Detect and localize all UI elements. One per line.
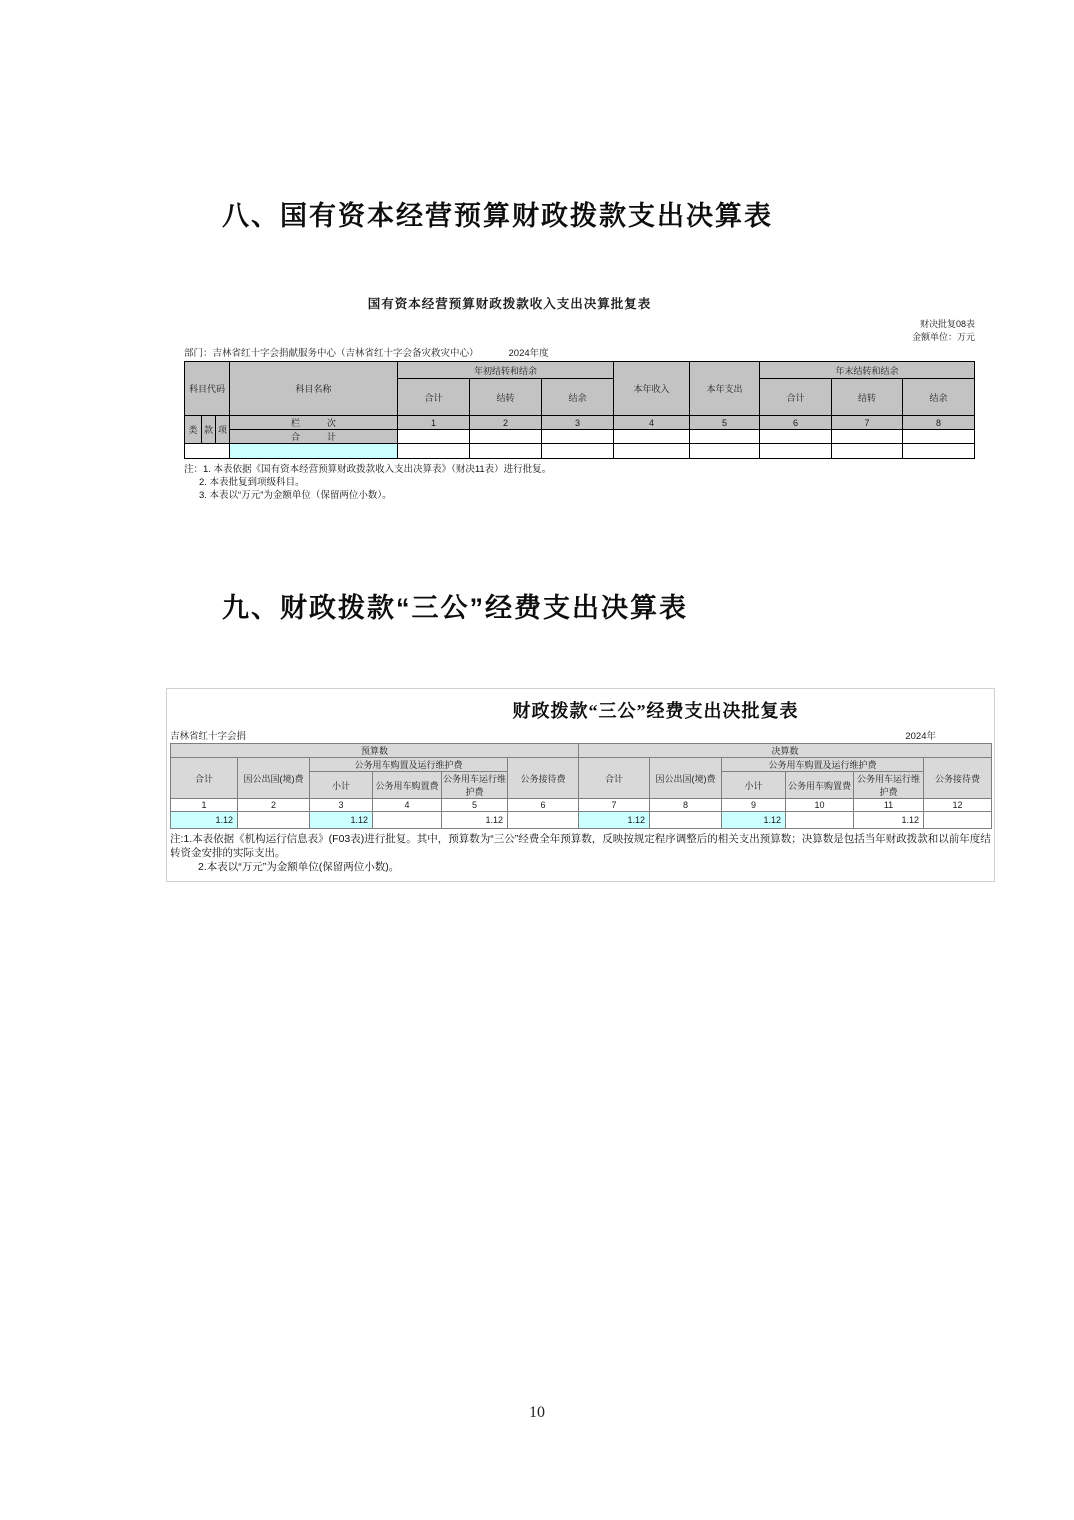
column-number: 12 [924, 799, 992, 812]
code-empty-cell [185, 444, 230, 459]
table1-title: 国有资本经营预算财政拨款收入支出决算批复表 [367, 297, 652, 311]
header-budget-purchase: 公务用车购置费 [373, 772, 442, 799]
column-number: 1 [171, 799, 238, 812]
header-final-subtotal: 小计 [722, 772, 786, 799]
value-final-maintain: 1.12 [854, 812, 924, 829]
value-final-total: 1.12 [579, 812, 650, 829]
header-begin-total: 合计 [398, 379, 470, 416]
code-item-cell: 项 [216, 416, 230, 444]
table1-dept-row [184, 345, 975, 359]
table2-title: 财政拨款“三公”经费支出决批复表 [512, 701, 799, 721]
page-number: 10 [529, 1404, 545, 1421]
column-number: 9 [722, 799, 786, 812]
value-final-reception [924, 812, 992, 829]
header-final-group: 决算数 [579, 744, 992, 758]
value-budget-total: 1.12 [171, 812, 238, 829]
column-number: 10 [786, 799, 854, 812]
empty-cell [903, 444, 975, 459]
state-capital-table [184, 361, 975, 459]
column-number: 3 [310, 799, 373, 812]
note-line: 2.本表以“万元”为金额单位(保留两位小数)。 [198, 861, 400, 873]
header-budget-subtotal: 小计 [310, 772, 373, 799]
header-budget-maintain: 公务用车运行维护费 [442, 772, 508, 799]
code-sec-cell: 款 [202, 416, 216, 444]
value-budget-abroad [238, 812, 310, 829]
header-budget-abroad: 因公出国(境)费 [238, 758, 310, 799]
column-number: 5 [442, 799, 508, 812]
column-number: 4 [373, 799, 442, 812]
empty-cell [614, 430, 690, 444]
column-number: 6 [508, 799, 579, 812]
header-end-surplus: 结余 [903, 379, 975, 416]
table1-form-meta [184, 318, 975, 344]
note-line: 2. 本表批复到项级科目。 [199, 477, 305, 488]
code-cat-cell: 类 [185, 416, 202, 444]
value-final-subtotal: 1.12 [722, 812, 786, 829]
column-number: 3 [542, 416, 614, 430]
header-final-reception: 公务接待费 [924, 758, 992, 799]
table1-form-code: 财决批复08表 [919, 319, 975, 329]
note-line: 注:1.本表依据《机构运行信息表》(F03表)进行批复。其中，预算数为“三公”经费全年预算数，反映按规定程序调整后的相关支出预算数；决算数是包括当年财政拨款和以前年度结转资金安排的实际支出。 [170, 833, 991, 859]
column-number: 11 [854, 799, 924, 812]
table2-org: 吉林省红十字会捐 [170, 731, 247, 742]
column-number: 4 [614, 416, 690, 430]
table1-unit-label: 金额单位：万元 [911, 332, 975, 342]
value-final-purchase [786, 812, 854, 829]
header-end-total: 合计 [760, 379, 832, 416]
column-number: 7 [832, 416, 903, 430]
value-budget-subtotal: 1.12 [310, 812, 373, 829]
empty-cell [760, 430, 832, 444]
header-begin-balance-group: 年初结转和结余 [398, 362, 614, 379]
column-index-label: 栏 次 [230, 416, 398, 430]
note-line: 3. 本表以“万元”为金额单位（保留两位小数）。 [199, 490, 392, 501]
value-budget-purchase [373, 812, 442, 829]
column-number: 2 [238, 799, 310, 812]
empty-cell [542, 430, 614, 444]
value-budget-reception [508, 812, 579, 829]
column-number: 5 [690, 416, 760, 430]
table1-notes [184, 463, 975, 502]
empty-cell [398, 430, 470, 444]
value-final-abroad [650, 812, 722, 829]
empty-cell [832, 444, 903, 459]
state-capital-table-block [184, 294, 975, 502]
empty-cell [470, 430, 542, 444]
header-subject-name: 科目名称 [230, 362, 398, 416]
header-budget-reception: 公务接待费 [508, 758, 579, 799]
header-final-abroad: 因公出国(境)费 [650, 758, 722, 799]
header-final-vehicle-group: 公务用车购置及运行维护费 [722, 758, 924, 772]
header-year-income: 本年收入 [614, 362, 690, 416]
column-number: 7 [579, 799, 650, 812]
empty-cell [470, 444, 542, 459]
table1-year: 2024年度 [508, 348, 549, 359]
header-final-purchase: 公务用车购置费 [786, 772, 854, 799]
three-public-table-panel [166, 688, 995, 882]
header-begin-surplus: 结余 [542, 379, 614, 416]
header-subject-code: 科目代码 [185, 362, 230, 416]
empty-cell [614, 444, 690, 459]
column-number: 8 [650, 799, 722, 812]
header-final-maintain: 公务用车运行维护费 [854, 772, 924, 799]
column-number: 2 [470, 416, 542, 430]
section9-heading: 九、财政拨款“三公”经费支出决算表 [222, 593, 688, 623]
header-final-total: 合计 [579, 758, 650, 799]
column-number: 1 [398, 416, 470, 430]
empty-cell [690, 430, 760, 444]
column-number: 8 [903, 416, 975, 430]
empty-cell [690, 444, 760, 459]
header-end-balance-group: 年末结转和结余 [760, 362, 975, 379]
empty-cell [903, 430, 975, 444]
note-line: 注：1. 本表依据《国有资本经营预算财政拨款收入支出决算表》（财决11表）进行批复。 [184, 464, 552, 475]
three-public-table [170, 743, 992, 829]
empty-cell [760, 444, 832, 459]
subject-name-highlight-cell [230, 444, 398, 459]
total-row-label: 合 计 [230, 430, 398, 444]
header-budget-vehicle-group: 公务用车购置及运行维护费 [310, 758, 508, 772]
table2-meta-row [170, 728, 991, 742]
value-budget-maintain: 1.12 [442, 812, 508, 829]
empty-cell [832, 430, 903, 444]
header-year-expense: 本年支出 [690, 362, 760, 416]
column-number: 6 [760, 416, 832, 430]
table2-notes [170, 832, 991, 874]
table1-department: 部门：吉林省红十字会捐献服务中心（吉林省红十字会备灾救灾中心） [184, 348, 479, 359]
header-begin-carryover: 结转 [470, 379, 542, 416]
header-budget-total: 合计 [171, 758, 238, 799]
table2-year: 2024年 [905, 731, 936, 742]
section8-heading: 八、国有资本经营预算财政拨款支出决算表 [222, 201, 773, 231]
empty-cell [542, 444, 614, 459]
empty-cell [398, 444, 470, 459]
header-end-carryover: 结转 [832, 379, 903, 416]
header-budget-group: 预算数 [171, 744, 579, 758]
